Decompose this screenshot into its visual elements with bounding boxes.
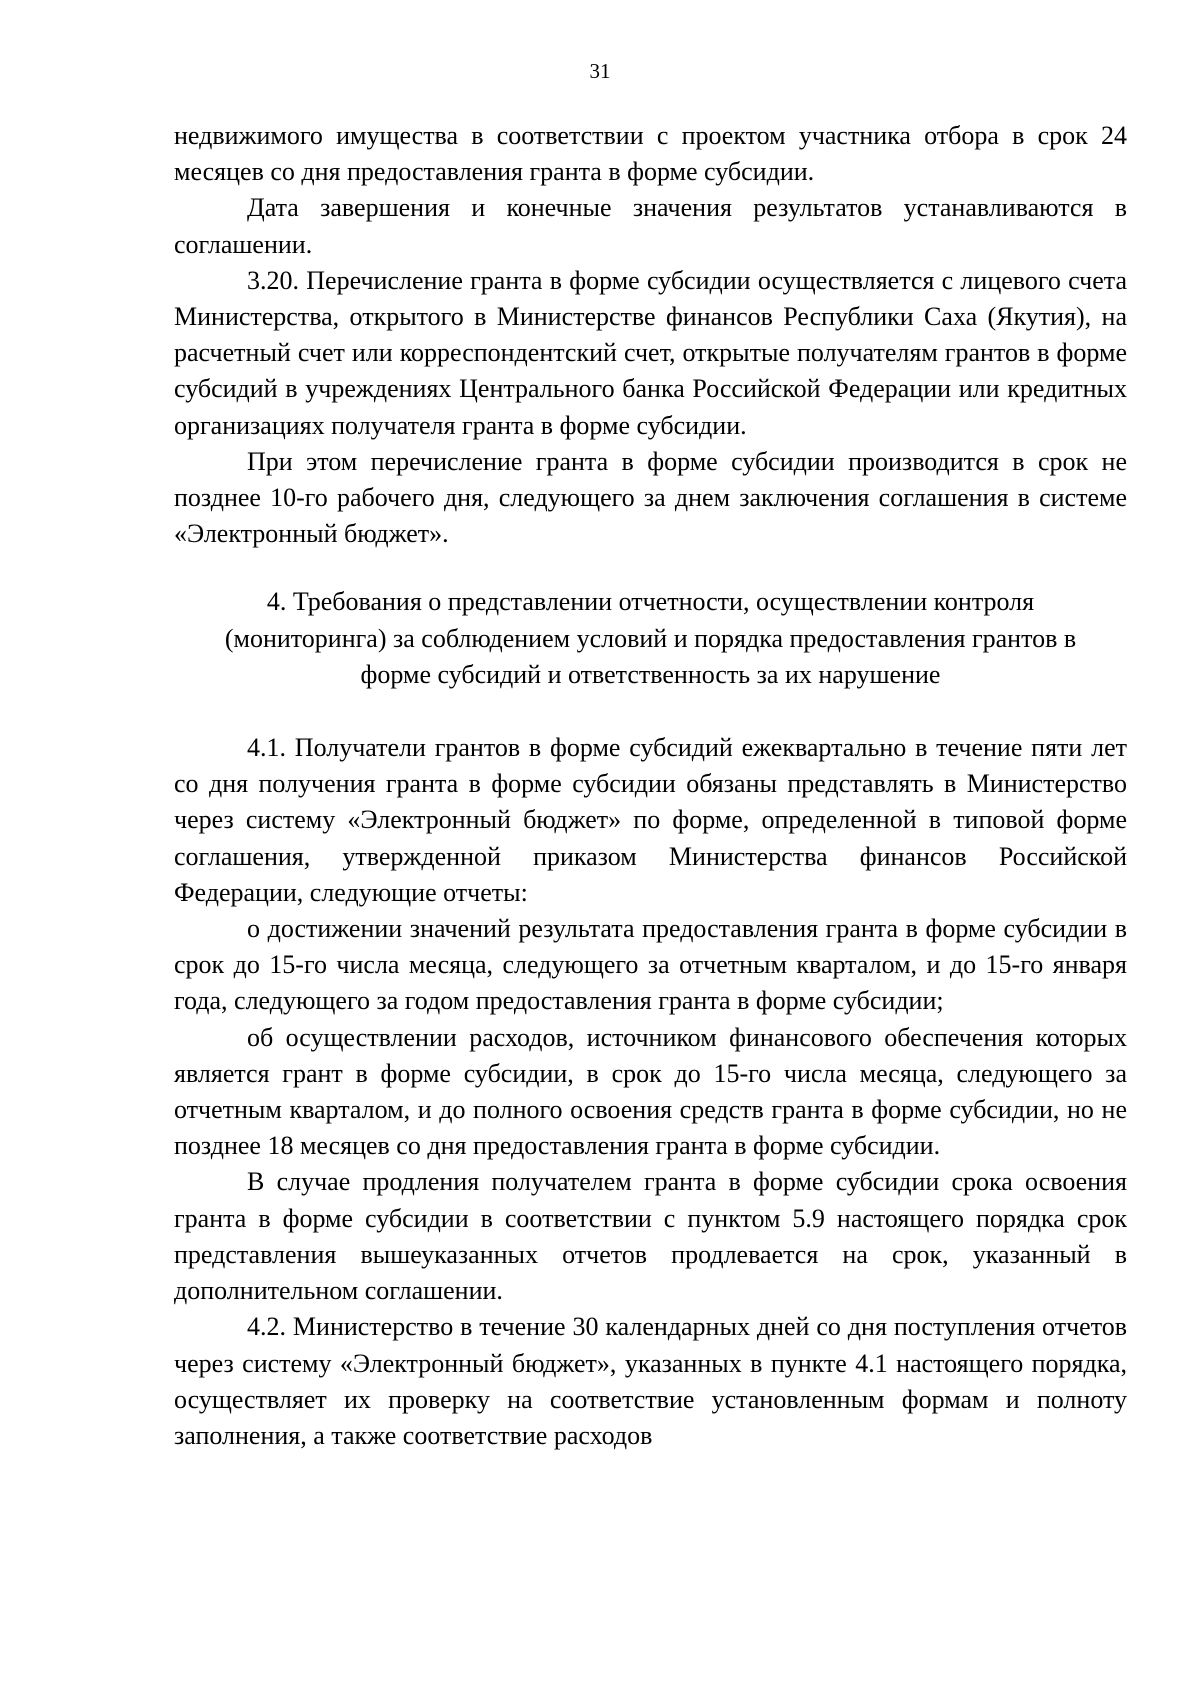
paragraph-transfer-deadline: При этом перечисление гранта в форме субсидии производится в срок не позднее 10-го рабочего дня, следующего за днем заключения соглашения в системе «Электронный бюджет». <box>174 446 1127 549</box>
paragraph-4-2-verification: 4.2. Министерство в течение 30 календарных дней со дня поступления отчетов через систему «Электронный бюджет», указанных в пункте 4.1 настоящего порядка, осуществляет их проверку на соответствие установленным формам и полноту заполнения, а также соответствие расходов <box>174 1312 1127 1450</box>
paragraph-3-20-grant-transfer: 3.20. Перечисление гранта в форме субсидии осуществляется с лицевого счета Министерства, открытого в Министерстве финансов Республики Саха (Якутия), на расчетный счет или корреспондентский счет, открытые получателям грантов в форме субсидий в учреждениях Центрального банка Российской Федерации или кредитных организациях получателя гранта в форме субсидии. <box>174 265 1127 440</box>
section-4-heading-line-1: 4. Требования о представлении отчетности, осуществлении контроля <box>266 587 1035 617</box>
section-4-heading <box>174 584 1127 693</box>
paragraph-4-1-reports: 4.1. Получатели грантов в форме субсидий ежеквартально в течение пяти лет со дня получения гранта в форме субсидии обязаны представлять в Министерство через систему «Электронный бюджет» по форме, определенной в типовой форме соглашения, утвержденной приказом Министерства финансов Российской Федерации, следующие отчеты: <box>174 733 1127 907</box>
paragraph-report-results: о достижении значений результата предоставления гранта в форме субсидии в срок до 15-го числа месяца, следующего за отчетным кварталом, и до 15-го января года, следующего за годом предоставления гранта в форме субсидии; <box>174 914 1127 1016</box>
paragraph-report-expenses: об осуществлении расходов, источником финансового обеспечения которых является грант в форме субсидии, в срок до 15-го числа месяца, следующего за отчетным кварталом, и до полного освоения средств гранта в форме субсидии, но не позднее 18 месяцев со дня предоставления гранта в форме субсидии. <box>174 1022 1127 1161</box>
document-body <box>174 118 1127 1454</box>
paragraph-completion-date: Дата завершения и конечные значения результатов устанавливаются в соглашении. <box>174 193 1127 259</box>
section-4-heading-line-3: форме субсидий и ответственность за их нарушение <box>360 659 941 689</box>
paragraph-real-estate-term: недвижимого имущества в соответствии с проектом участника отбора в срок 24 месяцев со дня предоставления гранта в форме субсидии. <box>174 121 1127 187</box>
page-number: 31 <box>589 59 611 83</box>
section-4-heading-line-2: (мониторинга) за соблюдением условий и порядка предоставления грантов в <box>224 623 1077 653</box>
paragraph-extension-case: В случае продления получателем гранта в форме субсидии срока освоения гранта в форме субсидии в соответствии с пунктом 5.9 настоящего порядка срок представления вышеуказанных отчетов продлевается на срок, указанный в дополнительном соглашении. <box>174 1167 1127 1306</box>
